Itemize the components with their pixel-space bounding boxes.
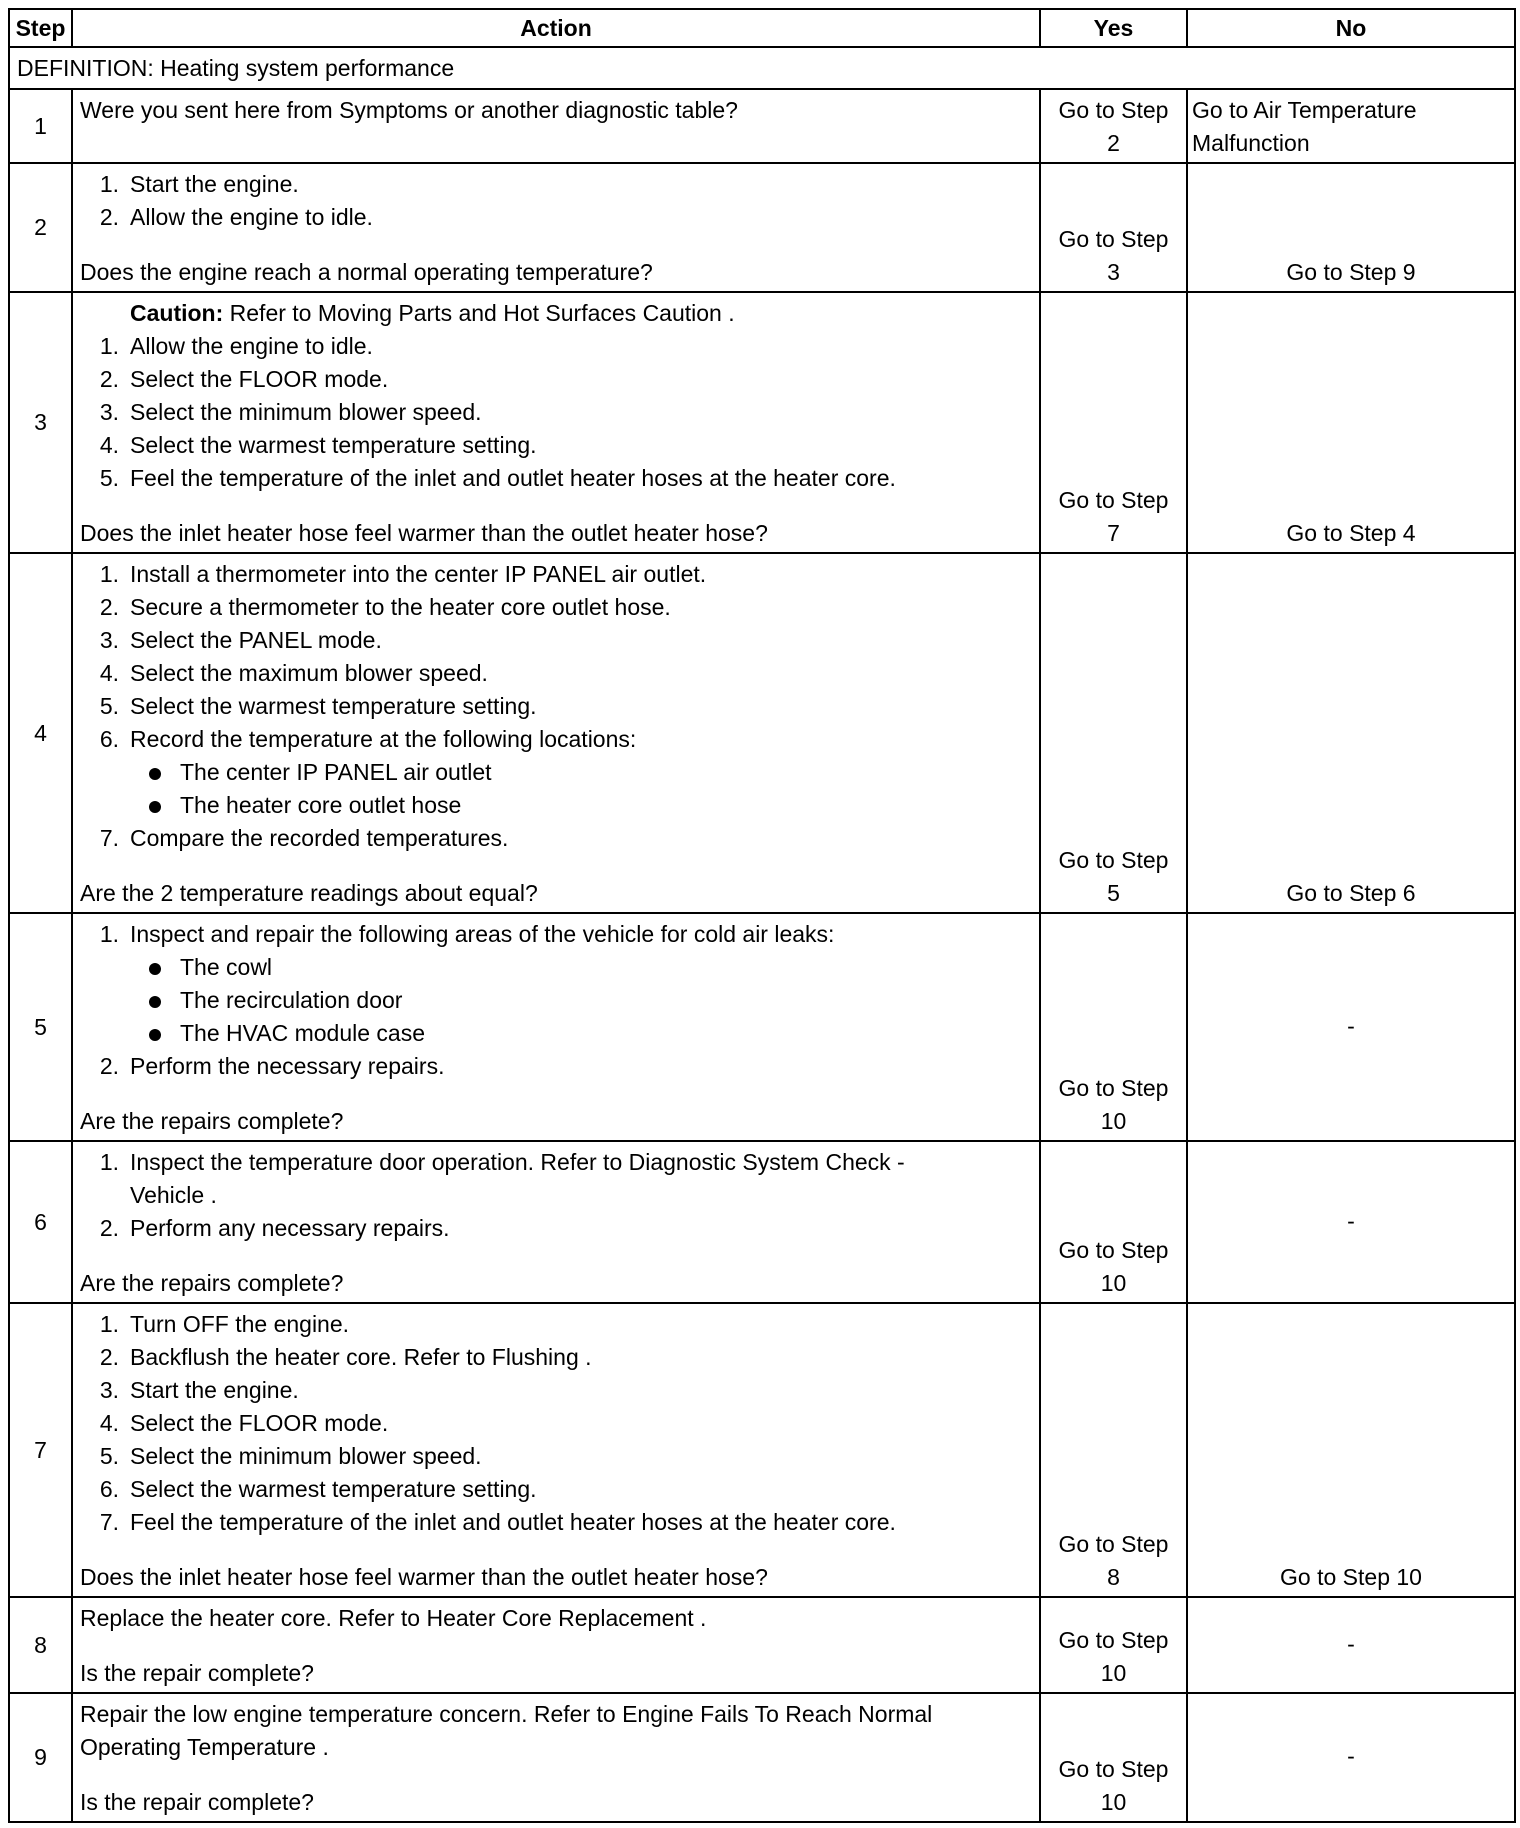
action-text-line2: Operating Temperature . <box>80 1734 329 1760</box>
list-item: 4. Select the maximum blower speed. <box>99 660 488 686</box>
step-number: 9 <box>9 1693 72 1822</box>
no-cell: - <box>1187 1693 1515 1822</box>
header-action: Action <box>72 9 1040 47</box>
list-item: 6. Select the warmest temperature setting. <box>99 1476 537 1502</box>
list-item: 6. Record the temperature at the following locations: <box>99 726 637 752</box>
yes-line2: 10 <box>1100 1789 1127 1815</box>
definition-row <box>9 47 1515 89</box>
bullet-item: The cowl <box>80 951 1032 984</box>
action-cell <box>72 163 1040 292</box>
no-cell: Go to Step 4 <box>1187 292 1515 553</box>
yes-cell <box>1040 89 1187 163</box>
yes-cell <box>1040 553 1187 913</box>
no-cell: Go to Step 9 <box>1187 163 1515 292</box>
list-item: 2. Perform the necessary repairs. <box>99 1053 445 1079</box>
bullet-list <box>80 756 1032 822</box>
list-item: 2. Perform any necessary repairs. <box>99 1215 450 1241</box>
list-item: 5. Feel the temperature of the inlet and outlet heater hoses at the heater core. <box>99 465 896 491</box>
bullet-list <box>80 951 1032 1050</box>
yes-line2: 3 <box>1107 259 1120 285</box>
yes-cell <box>1040 1303 1187 1597</box>
action-cell <box>72 1597 1040 1693</box>
bullet-item: The heater core outlet hose <box>80 789 1032 822</box>
list-item: 1. Inspect and repair the following areas of the vehicle for cold air leaks: <box>99 921 835 947</box>
no-cell <box>1187 89 1515 163</box>
question-text: Are the repairs complete? <box>80 1270 344 1296</box>
caution-text: Refer to Moving Parts and Hot Surfaces Caution . <box>223 300 735 326</box>
list-item: 2. Select the FLOOR mode. <box>99 366 389 392</box>
action-cell <box>72 913 1040 1141</box>
action-text: Were you sent here from Symptoms or another diagnostic table? <box>80 97 738 123</box>
step-number: 2 <box>9 163 72 292</box>
diagnostic-table-sheet <box>8 8 1514 1823</box>
list-item: 2. Allow the engine to idle. <box>99 204 373 230</box>
action-text-line1: Repair the low engine temperature concern. Refer to Engine Fails To Reach Normal <box>80 1701 933 1727</box>
yes-line1: Go to Step <box>1058 97 1169 123</box>
yes-line1: Go to Step <box>1058 487 1169 513</box>
yes-line1: Go to Step <box>1058 1237 1169 1263</box>
bullet-item: The recirculation door <box>80 984 1032 1017</box>
yes-line1: Go to Step <box>1058 1756 1169 1782</box>
no-line1: Go to Air Temperature <box>1192 97 1417 123</box>
definition-text: DEFINITION: Heating system performance <box>9 47 1515 89</box>
question-text: Does the inlet heater hose feel warmer than the outlet heater hose? <box>80 1564 768 1590</box>
list-item: 5. Select the minimum blower speed. <box>99 1443 482 1469</box>
step-number: 1 <box>9 89 72 163</box>
action-steps <box>80 330 1032 495</box>
table-row-step-4 <box>9 553 1515 913</box>
action-cell <box>72 1693 1040 1822</box>
action-cell <box>72 89 1040 163</box>
action-cell <box>72 1303 1040 1597</box>
table-row-step-1 <box>9 89 1515 163</box>
diagnostic-table <box>8 8 1516 1823</box>
action-steps <box>80 168 1032 234</box>
list-item: 4. Select the warmest temperature setting. <box>99 432 537 458</box>
list-item: 7. Feel the temperature of the inlet and outlet heater hoses at the heater core. <box>99 1509 896 1535</box>
caution-label: Caution: <box>130 300 224 326</box>
yes-line1: Go to Step <box>1058 1627 1169 1653</box>
header-step: Step <box>9 9 72 47</box>
yes-cell <box>1040 913 1187 1141</box>
yes-line2: 2 <box>1107 130 1120 156</box>
yes-line2: 8 <box>1107 1564 1120 1590</box>
action-cell <box>72 1141 1040 1303</box>
bullet-dot-icon <box>149 801 161 813</box>
list-item: 1. Install a thermometer into the center IP PANEL air outlet. <box>99 561 707 587</box>
table-row-step-5 <box>9 913 1515 1141</box>
question-text: Is the repair complete? <box>80 1660 314 1686</box>
action-cell <box>72 292 1040 553</box>
yes-line1: Go to Step <box>1058 1075 1169 1101</box>
list-item: 3. Select the minimum blower speed. <box>99 399 482 425</box>
question-text: Does the engine reach a normal operating temperature? <box>80 259 653 285</box>
no-cell: - <box>1187 913 1515 1141</box>
action-steps-cont <box>80 822 1032 855</box>
yes-line1: Go to Step <box>1058 847 1169 873</box>
step-number: 7 <box>9 1303 72 1597</box>
action-steps <box>80 558 1032 756</box>
yes-line2: 10 <box>1100 1108 1127 1134</box>
header-row <box>9 9 1515 47</box>
yes-line2: 7 <box>1107 520 1120 546</box>
step-number: 8 <box>9 1597 72 1693</box>
yes-line1: Go to Step <box>1058 1531 1169 1557</box>
action-steps-cont <box>80 1050 1032 1083</box>
yes-cell <box>1040 1597 1187 1693</box>
list-item: 2. Backflush the heater core. Refer to Flushing . <box>99 1344 592 1370</box>
list-item-continuation: Vehicle . <box>130 1182 217 1208</box>
table-row-step-7 <box>9 1303 1515 1597</box>
list-item: 1. Start the engine. <box>99 171 299 197</box>
list-item: 3. Start the engine. <box>99 1377 299 1403</box>
no-cell: - <box>1187 1141 1515 1303</box>
list-item: 3. Select the PANEL mode. <box>99 627 382 653</box>
yes-cell <box>1040 1693 1187 1822</box>
bullet-item: The HVAC module case <box>80 1017 1032 1050</box>
table-row-step-9 <box>9 1693 1515 1822</box>
table-row-step-6 <box>9 1141 1515 1303</box>
list-item: 7. Compare the recorded temperatures. <box>99 825 509 851</box>
yes-cell <box>1040 1141 1187 1303</box>
table-row-step-8 <box>9 1597 1515 1693</box>
action-steps <box>80 1308 1032 1539</box>
step-number: 6 <box>9 1141 72 1303</box>
no-cell: Go to Step 6 <box>1187 553 1515 913</box>
question-text: Is the repair complete? <box>80 1789 314 1815</box>
table-row-step-2 <box>9 163 1515 292</box>
yes-cell <box>1040 163 1187 292</box>
action-text: Replace the heater core. Refer to Heater Core Replacement . <box>80 1605 707 1631</box>
list-item: 5. Select the warmest temperature setting. <box>99 693 537 719</box>
bullet-dot-icon <box>149 768 161 780</box>
step-number: 4 <box>9 553 72 913</box>
list-item: 1. Turn OFF the engine. <box>99 1311 350 1337</box>
action-cell <box>72 553 1040 913</box>
no-line2: Malfunction <box>1192 130 1310 156</box>
question-text: Are the 2 temperature readings about equal? <box>80 880 538 906</box>
step-number: 3 <box>9 292 72 553</box>
step-number: 5 <box>9 913 72 1141</box>
yes-line2: 10 <box>1100 1660 1127 1686</box>
yes-line2: 5 <box>1107 880 1120 906</box>
action-steps <box>80 918 1032 951</box>
yes-line1: Go to Step <box>1058 226 1169 252</box>
question-text: Does the inlet heater hose feel warmer than the outlet heater hose? <box>80 520 768 546</box>
no-cell: - <box>1187 1597 1515 1693</box>
question-text: Are the repairs complete? <box>80 1108 344 1134</box>
list-item: 2. Secure a thermometer to the heater core outlet hose. <box>99 594 671 620</box>
header-yes: Yes <box>1040 9 1187 47</box>
bullet-dot-icon <box>149 996 161 1008</box>
list-item: 4. Select the FLOOR mode. <box>99 1410 389 1436</box>
list-item: 1. Inspect the temperature door operation. Refer to Diagnostic System Check - Vehicle . <box>99 1149 905 1208</box>
yes-cell <box>1040 292 1187 553</box>
bullet-item: The center IP PANEL air outlet <box>80 756 1032 789</box>
bullet-dot-icon <box>149 1029 161 1041</box>
bullet-dot-icon <box>149 963 161 975</box>
no-cell: Go to Step 10 <box>1187 1303 1515 1597</box>
table-row-step-3 <box>9 292 1515 553</box>
list-item: 1. Allow the engine to idle. <box>99 333 373 359</box>
action-steps <box>80 1146 1032 1245</box>
caution-note <box>80 297 1032 330</box>
yes-line2: 10 <box>1100 1270 1127 1296</box>
header-no: No <box>1187 9 1515 47</box>
